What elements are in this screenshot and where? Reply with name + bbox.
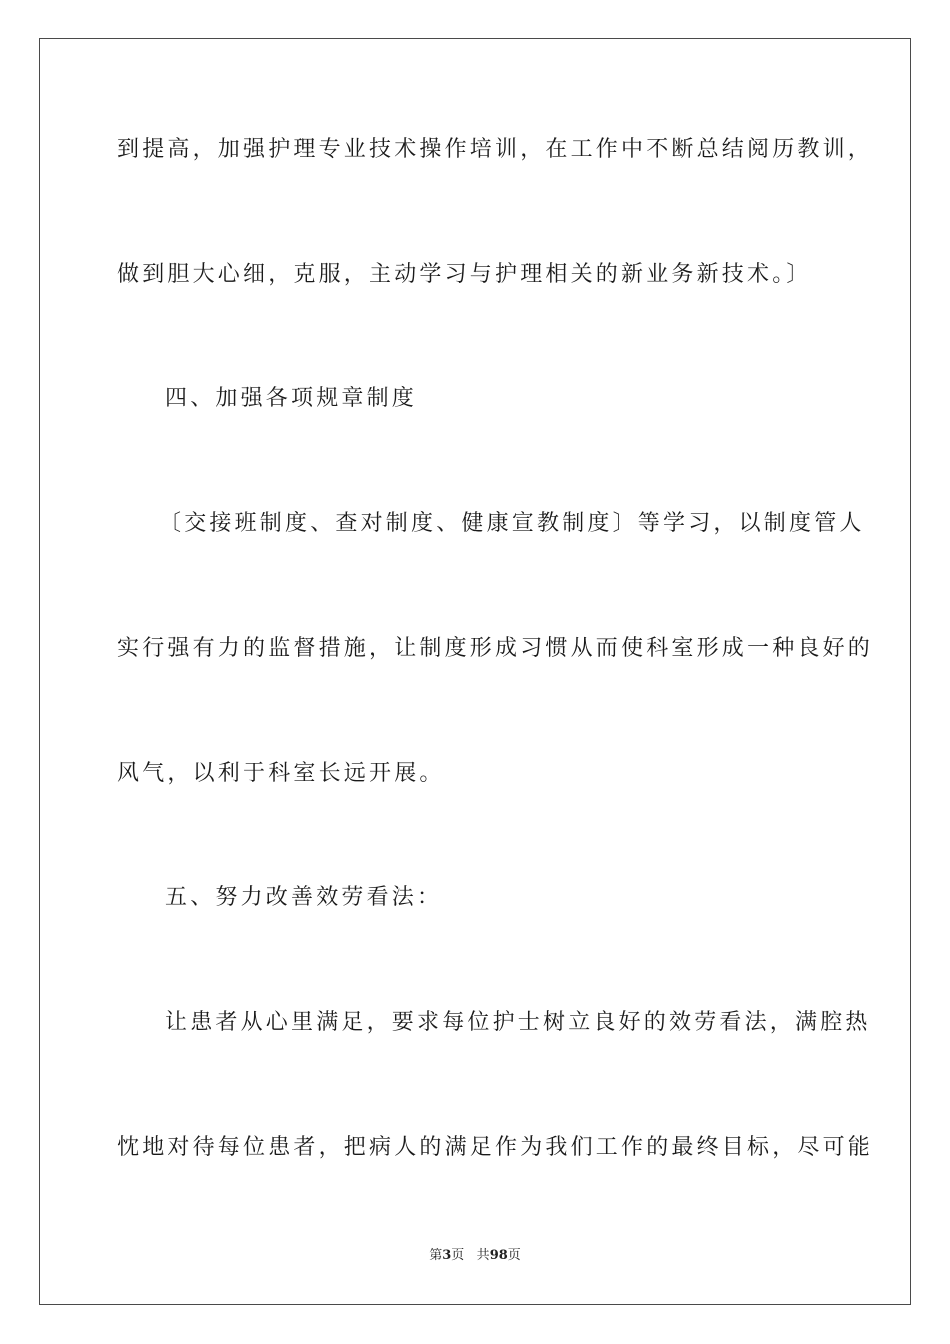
body-text-line: 做到胆大心细，克服，主动学习与护理相关的新业务新技术。〕: [117, 262, 812, 287]
body-text-line: 实行强有力的监督措施，让制度形成习惯从而使科室形成一种良好的: [117, 636, 874, 661]
total-suffix: 页: [507, 1248, 521, 1263]
body-text-line: 〔交接班制度、查对制度、健康宣教制度〕等学习，以制度管人: [159, 511, 865, 536]
section-heading: 四、加强各项规章制度: [165, 386, 418, 411]
total-prefix: 共: [476, 1248, 490, 1263]
total-pages: 98: [489, 1248, 508, 1263]
body-text-line: 忱地对待每位患者，把病人的满足作为我们工作的最终目标，尽可能: [117, 1135, 874, 1160]
page-prefix: 第: [429, 1248, 443, 1263]
page-number: 3: [442, 1248, 452, 1263]
body-text-line: 让患者从心里满足，要求每位护士树立良好的效劳看法，满腔热: [165, 1010, 871, 1035]
page-footer: [0, 1247, 950, 1265]
section-heading: 五、努力改善效劳看法：: [165, 885, 443, 910]
page-border: [39, 38, 911, 1305]
body-text-line: 到提高，加强护理专业技术操作培训，在工作中不断总结阅历教训，: [117, 137, 874, 162]
page-suffix: 页: [451, 1248, 465, 1263]
body-text-line: 风气，以利于科室长远开展。: [117, 761, 445, 786]
